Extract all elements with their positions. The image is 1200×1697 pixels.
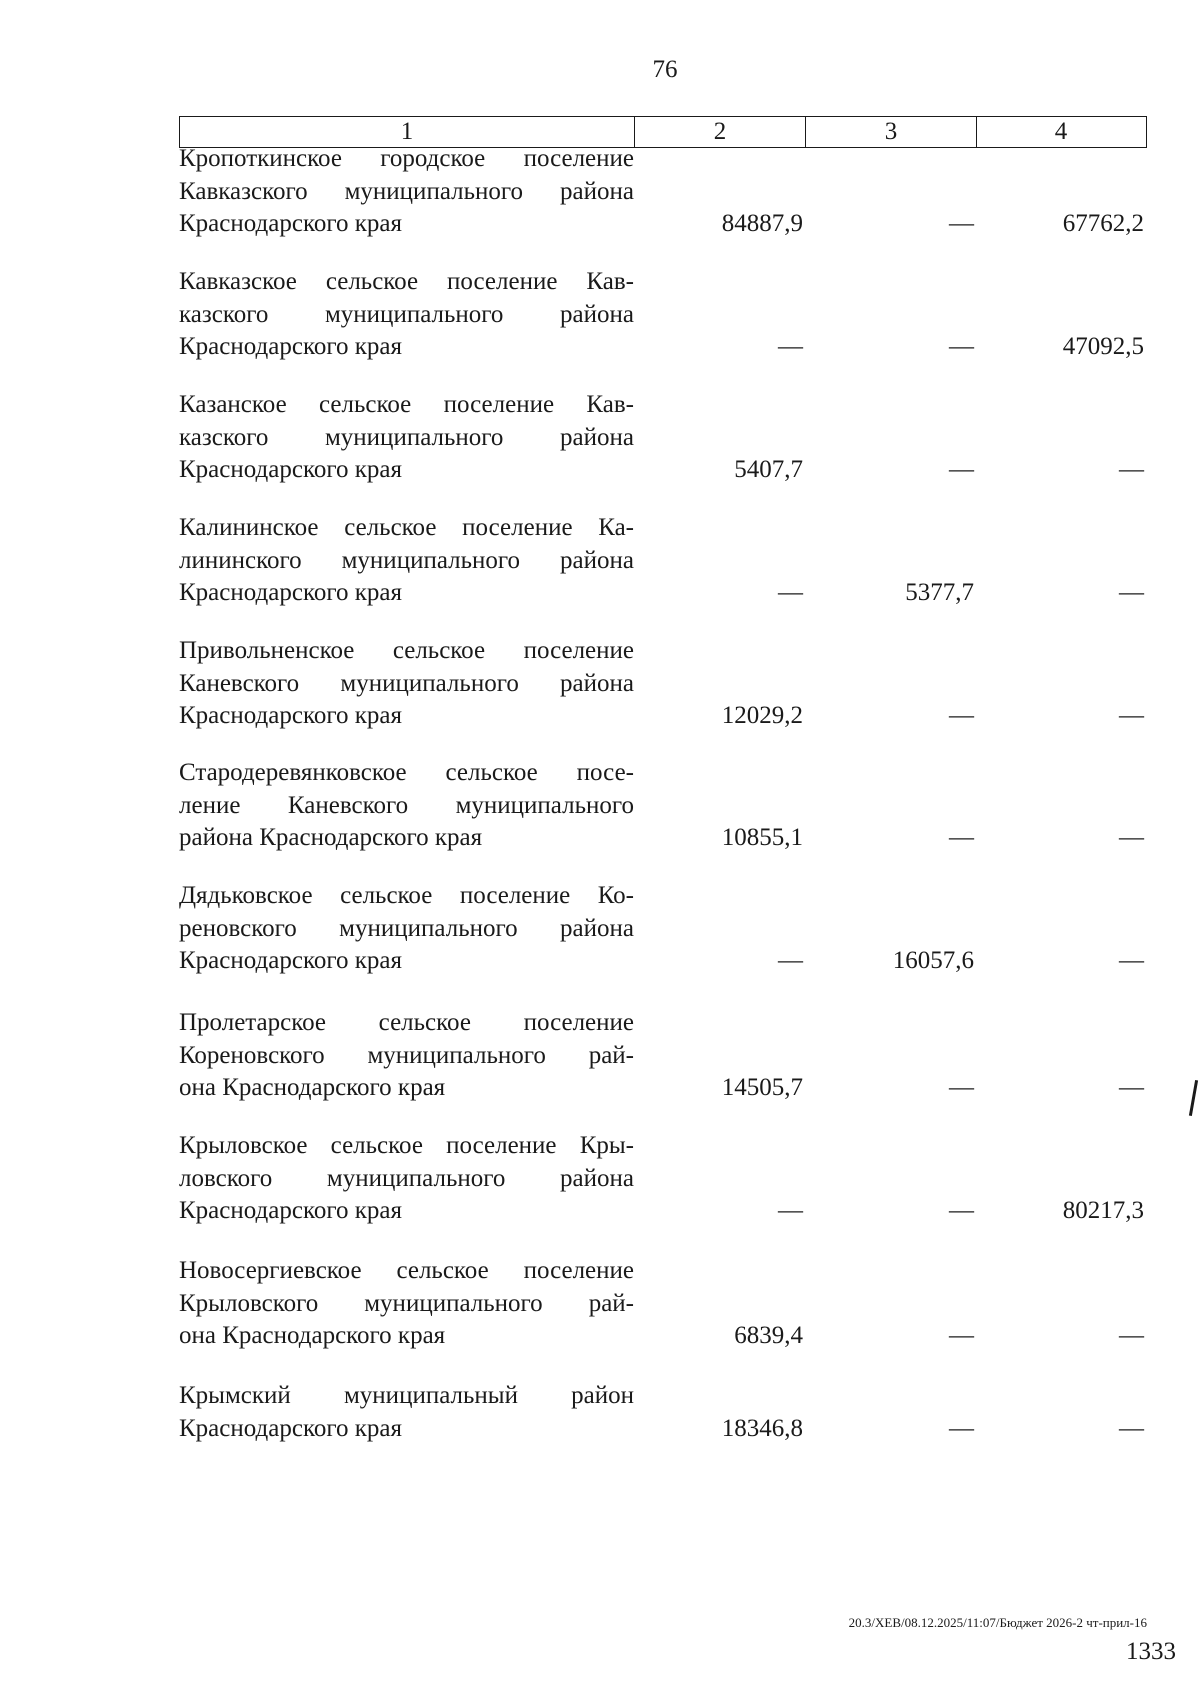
row-name-line: Крыловское сельское поселение Кры- <box>179 1132 634 1159</box>
table-row <box>179 389 1147 489</box>
row-name-line: реновского муниципального района <box>179 914 634 942</box>
row-name-line: Кавказское сельское поселение Кав- <box>179 268 634 295</box>
row-name-line: Краснодарского края <box>179 579 402 607</box>
row-name-line: Кореновского муниципального рай- <box>179 1041 634 1069</box>
row-value-col3: — <box>949 456 974 484</box>
row-name <box>179 1255 634 1353</box>
row-value-col4: — <box>1119 947 1144 975</box>
row-name <box>179 1380 634 1445</box>
table-row <box>179 266 1147 366</box>
row-name-line: Стародеревянковское сельское посе- <box>179 759 634 786</box>
row-value-col4: — <box>1119 1074 1144 1102</box>
row-name-line: Краснодарского края <box>179 1414 402 1442</box>
table-row <box>179 1007 1147 1107</box>
row-value-col2: 18346,8 <box>721 1414 803 1442</box>
row-value-col3: — <box>949 1322 974 1350</box>
row-value-col3: — <box>949 1414 974 1442</box>
row-value-col3: — <box>949 702 974 730</box>
row-value-col4: 47092,5 <box>1062 333 1144 361</box>
document-code: 20.3/ХЕВ/08.12.2025/11:07/Бюджет 2026-2 чт-прил-16 <box>848 1615 1147 1630</box>
row-name-line: она Краснодарского края <box>179 1074 446 1102</box>
row-name <box>179 1130 634 1228</box>
row-value-col3: 5377,7 <box>905 579 974 607</box>
row-name-line: Крыловского муниципального рай- <box>179 1289 634 1317</box>
row-name <box>179 389 634 487</box>
row-name-line: казского муниципального района <box>179 423 634 451</box>
row-name-line: Краснодарского края <box>179 333 402 361</box>
row-name <box>179 1007 634 1105</box>
row-name-line: Краснодарского края <box>179 456 402 484</box>
row-value-col3: — <box>949 824 974 852</box>
row-value-col2: 84887,9 <box>721 210 803 238</box>
table-row <box>179 757 1147 857</box>
row-value-col2: 5407,7 <box>734 456 803 484</box>
row-name-line: Краснодарского края <box>179 947 402 975</box>
row-value-col3: — <box>949 210 974 238</box>
row-name-line: Каневского муниципального района <box>179 669 634 697</box>
row-name-line: Крымский муниципальный район <box>179 1382 634 1409</box>
row-name <box>179 143 634 241</box>
table-row <box>179 635 1147 735</box>
row-value-col3: 16057,6 <box>892 947 974 975</box>
row-name-line: лининского муниципального района <box>179 546 634 574</box>
row-name-line: Привольненское сельское поселение <box>179 637 634 664</box>
row-value-col4: 80217,3 <box>1062 1197 1144 1225</box>
row-name-line: Новосергиевское сельское поселение <box>179 1257 634 1284</box>
row-name-line: района Краснодарского края <box>179 824 483 852</box>
table-row <box>179 880 1147 980</box>
row-name <box>179 635 634 733</box>
row-value-col2: — <box>778 947 803 975</box>
sheet-number: 1333 <box>1126 1638 1176 1665</box>
row-value-col3: — <box>949 333 974 361</box>
table-row <box>179 1130 1147 1230</box>
page-number: 76 <box>652 56 678 83</box>
row-name-line: Дядьковское сельское поселение Ко- <box>179 882 634 909</box>
table-row <box>179 143 1147 243</box>
table-row <box>179 1255 1147 1355</box>
row-value-col2: 12029,2 <box>721 702 803 730</box>
row-value-col2: — <box>778 579 803 607</box>
row-name-line: казского муниципального района <box>179 300 634 328</box>
table-header-col-1: 1 <box>180 117 635 147</box>
table-row <box>179 1380 1147 1480</box>
row-value-col4: — <box>1119 579 1144 607</box>
row-value-col2: — <box>778 333 803 361</box>
row-value-col4: 67762,2 <box>1062 210 1144 238</box>
row-value-col3: — <box>949 1197 974 1225</box>
table-row <box>179 512 1147 612</box>
row-value-col4: — <box>1119 824 1144 852</box>
row-value-col2: — <box>778 1197 803 1225</box>
row-name <box>179 880 634 978</box>
row-name-line: Краснодарского края <box>179 1197 402 1225</box>
table-header-col-2: 2 <box>635 117 806 147</box>
row-name-line: Калининское сельское поселение Ка- <box>179 514 634 541</box>
row-name-line: Кавказского муниципального района <box>179 177 634 205</box>
row-value-col4: — <box>1119 456 1144 484</box>
row-name-line: Краснодарского края <box>179 702 402 730</box>
row-value-col4: — <box>1119 1414 1144 1442</box>
row-value-col3: — <box>949 1074 974 1102</box>
row-value-col4: — <box>1119 1322 1144 1350</box>
table-header-col-4: 4 <box>1054 118 1068 145</box>
row-name <box>179 757 634 855</box>
row-name-line: ловского муниципального района <box>179 1164 634 1192</box>
row-name <box>179 266 634 364</box>
row-name-line: Кропоткинское городское поселение <box>179 145 634 172</box>
row-value-col2: 6839,4 <box>734 1322 803 1350</box>
row-name-line: она Краснодарского края <box>179 1322 446 1350</box>
row-name <box>179 512 634 610</box>
table-header-col-3: 3 <box>806 117 977 147</box>
row-value-col4: — <box>1119 702 1144 730</box>
row-value-col2: 14505,7 <box>721 1074 803 1102</box>
row-name-line: Казанское сельское поселение Кав- <box>179 391 634 418</box>
row-name-line: ление Каневского муниципального <box>179 791 634 819</box>
row-name-line: Пролетарское сельское поселение <box>179 1009 634 1036</box>
row-name-line: Краснодарского края <box>179 210 402 238</box>
row-value-col2: 10855,1 <box>721 824 803 852</box>
